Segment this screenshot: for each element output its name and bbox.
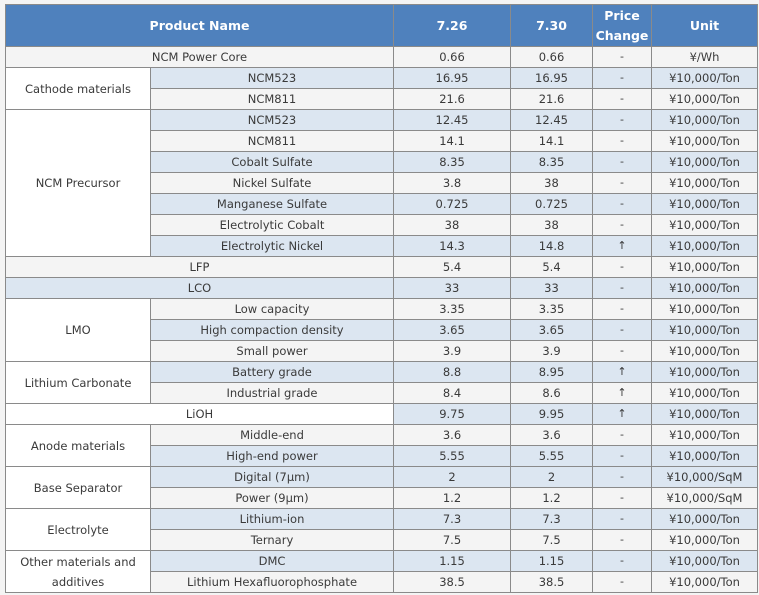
price-change-cell[interactable]: - bbox=[593, 572, 652, 593]
price-change-cell[interactable]: - bbox=[593, 152, 652, 173]
group-cell[interactable]: LMO bbox=[6, 299, 151, 362]
sub-product-cell[interactable]: High-end power bbox=[151, 446, 394, 467]
price-7-30-cell[interactable]: 9.95 bbox=[511, 404, 593, 425]
price-change-cell[interactable]: - bbox=[593, 509, 652, 530]
price-7-30-cell[interactable]: 3.6 bbox=[511, 425, 593, 446]
price-7-26-cell[interactable]: 3.35 bbox=[394, 299, 511, 320]
table-row bbox=[6, 425, 758, 446]
unit-cell[interactable]: ¥10,000/Ton bbox=[652, 509, 758, 530]
price-7-26-cell[interactable]: 3.8 bbox=[394, 173, 511, 194]
header-date-1[interactable]: 7.26 bbox=[394, 5, 511, 47]
price-change-cell[interactable]: - bbox=[593, 173, 652, 194]
price-change-cell[interactable]: - bbox=[593, 131, 652, 152]
unit-cell[interactable]: ¥10,000/Ton bbox=[652, 425, 758, 446]
unit-cell[interactable]: ¥10,000/Ton bbox=[652, 404, 758, 425]
table-row bbox=[6, 509, 758, 530]
table-row bbox=[6, 278, 758, 299]
unit-cell[interactable]: ¥10,000/Ton bbox=[652, 131, 758, 152]
price-7-30-cell[interactable]: 14.1 bbox=[511, 131, 593, 152]
unit-cell[interactable]: ¥10,000/Ton bbox=[652, 173, 758, 194]
sub-product-cell[interactable]: Low capacity bbox=[151, 299, 394, 320]
unit-cell[interactable]: ¥10,000/Ton bbox=[652, 194, 758, 215]
sub-product-cell[interactable]: NCM523 bbox=[151, 110, 394, 131]
table-row bbox=[6, 362, 758, 383]
price-7-26-cell[interactable]: 0.725 bbox=[394, 194, 511, 215]
price-change-cell[interactable]: ↑ bbox=[593, 362, 652, 383]
price-change-cell[interactable]: - bbox=[593, 320, 652, 341]
price-7-26-cell[interactable]: 33 bbox=[394, 278, 511, 299]
price-7-26-cell[interactable]: 0.66 bbox=[394, 47, 511, 68]
price-change-cell[interactable]: - bbox=[593, 215, 652, 236]
product-name-cell[interactable]: NCM Power Core bbox=[6, 47, 394, 68]
sub-product-cell[interactable]: NCM811 bbox=[151, 89, 394, 110]
price-7-30-cell[interactable]: 12.45 bbox=[511, 110, 593, 131]
table-row bbox=[6, 467, 758, 488]
price-7-30-cell[interactable]: 5.4 bbox=[511, 257, 593, 278]
sub-product-cell[interactable]: Middle-end bbox=[151, 425, 394, 446]
price-change-cell[interactable]: - bbox=[593, 425, 652, 446]
product-name-cell[interactable]: LiOH bbox=[6, 404, 394, 425]
price-7-26-cell[interactable]: 5.55 bbox=[394, 446, 511, 467]
table-row bbox=[6, 110, 758, 131]
price-change-cell[interactable]: - bbox=[593, 467, 652, 488]
unit-cell[interactable]: ¥10,000/Ton bbox=[652, 320, 758, 341]
sub-product-cell[interactable]: Small power bbox=[151, 341, 394, 362]
price-change-cell[interactable]: - bbox=[593, 488, 652, 509]
price-7-26-cell[interactable]: 38.5 bbox=[394, 572, 511, 593]
price-7-30-cell[interactable]: 14.8 bbox=[511, 236, 593, 257]
sub-product-cell[interactable]: NCM523 bbox=[151, 68, 394, 89]
sub-product-cell[interactable]: Industrial grade bbox=[151, 383, 394, 404]
price-7-30-cell[interactable]: 21.6 bbox=[511, 89, 593, 110]
price-7-30-cell[interactable]: 38.5 bbox=[511, 572, 593, 593]
table-row bbox=[6, 299, 758, 320]
price-table bbox=[5, 4, 758, 593]
price-7-26-cell[interactable]: 16.95 bbox=[394, 68, 511, 89]
product-name-cell[interactable]: LCO bbox=[6, 278, 394, 299]
sub-product-cell[interactable]: Battery grade bbox=[151, 362, 394, 383]
header-row bbox=[6, 5, 758, 47]
price-7-26-cell[interactable]: 8.8 bbox=[394, 362, 511, 383]
price-change-cell[interactable]: - bbox=[593, 530, 652, 551]
price-7-26-cell[interactable]: 8.4 bbox=[394, 383, 511, 404]
price-7-26-cell[interactable]: 12.45 bbox=[394, 110, 511, 131]
price-change-cell[interactable]: - bbox=[593, 47, 652, 68]
sub-product-cell[interactable]: Lithium-ion bbox=[151, 509, 394, 530]
price-7-30-cell[interactable]: 7.3 bbox=[511, 509, 593, 530]
sub-product-cell[interactable]: Electrolytic Nickel bbox=[151, 236, 394, 257]
unit-cell[interactable]: ¥10,000/Ton bbox=[652, 110, 758, 131]
price-7-30-cell[interactable]: 2 bbox=[511, 467, 593, 488]
price-7-30-cell[interactable]: 1.2 bbox=[511, 488, 593, 509]
price-7-26-cell[interactable]: 7.5 bbox=[394, 530, 511, 551]
price-7-30-cell[interactable]: 7.5 bbox=[511, 530, 593, 551]
price-7-30-cell[interactable]: 5.55 bbox=[511, 446, 593, 467]
price-7-26-cell[interactable]: 1.15 bbox=[394, 551, 511, 572]
price-change-cell[interactable]: - bbox=[593, 551, 652, 572]
unit-cell[interactable]: ¥10,000/SqM bbox=[652, 488, 758, 509]
price-7-30-cell[interactable]: 38 bbox=[511, 173, 593, 194]
unit-cell[interactable]: ¥10,000/Ton bbox=[652, 446, 758, 467]
unit-cell[interactable]: ¥10,000/Ton bbox=[652, 89, 758, 110]
price-7-26-cell[interactable]: 3.9 bbox=[394, 341, 511, 362]
price-7-30-cell[interactable]: 1.15 bbox=[511, 551, 593, 572]
header-unit[interactable]: Unit bbox=[652, 5, 758, 47]
group-cell[interactable]: Electrolyte bbox=[6, 509, 151, 551]
price-change-cell[interactable]: - bbox=[593, 68, 652, 89]
group-cell[interactable]: Anode materials bbox=[6, 425, 151, 467]
group-cell[interactable]: Base Separator bbox=[6, 467, 151, 509]
price-7-26-cell[interactable]: 8.35 bbox=[394, 152, 511, 173]
price-7-26-cell[interactable]: 14.3 bbox=[394, 236, 511, 257]
unit-cell[interactable]: ¥/Wh bbox=[652, 47, 758, 68]
price-7-26-cell[interactable]: 14.1 bbox=[394, 131, 511, 152]
price-7-30-cell[interactable]: 0.725 bbox=[511, 194, 593, 215]
price-7-30-cell[interactable]: 8.35 bbox=[511, 152, 593, 173]
sub-product-cell[interactable]: Nickel Sulfate bbox=[151, 173, 394, 194]
price-7-30-cell[interactable]: 8.6 bbox=[511, 383, 593, 404]
sub-product-cell[interactable]: Cobalt Sulfate bbox=[151, 152, 394, 173]
unit-cell[interactable]: ¥10,000/Ton bbox=[652, 299, 758, 320]
price-7-30-cell[interactable]: 38 bbox=[511, 215, 593, 236]
unit-cell[interactable]: ¥10,000/SqM bbox=[652, 467, 758, 488]
sub-product-cell[interactable]: Electrolytic Cobalt bbox=[151, 215, 394, 236]
price-change-cell[interactable]: - bbox=[593, 110, 652, 131]
price-7-26-cell[interactable]: 3.6 bbox=[394, 425, 511, 446]
price-7-30-cell[interactable]: 3.9 bbox=[511, 341, 593, 362]
sub-product-cell[interactable]: NCM811 bbox=[151, 131, 394, 152]
price-7-26-cell[interactable]: 9.75 bbox=[394, 404, 511, 425]
price-change-cell[interactable]: - bbox=[593, 89, 652, 110]
price-change-cell[interactable]: - bbox=[593, 341, 652, 362]
table-row bbox=[6, 551, 758, 572]
price-change-cell[interactable]: ↑ bbox=[593, 404, 652, 425]
price-change-cell[interactable]: ↑ bbox=[593, 236, 652, 257]
table-row bbox=[6, 257, 758, 278]
price-change-cell[interactable]: ↑ bbox=[593, 383, 652, 404]
group-cell[interactable]: Lithium Carbonate bbox=[6, 362, 151, 404]
price-7-30-cell[interactable]: 3.35 bbox=[511, 299, 593, 320]
header-price-change[interactable]: Price Change bbox=[593, 5, 652, 47]
price-change-cell[interactable]: - bbox=[593, 446, 652, 467]
sub-product-cell[interactable]: Ternary bbox=[151, 530, 394, 551]
sub-product-cell[interactable]: Lithium Hexafluorophosphate bbox=[151, 572, 394, 593]
price-7-26-cell[interactable]: 38 bbox=[394, 215, 511, 236]
price-7-26-cell[interactable]: 2 bbox=[394, 467, 511, 488]
price-change-cell[interactable]: - bbox=[593, 194, 652, 215]
price-7-26-cell[interactable]: 3.65 bbox=[394, 320, 511, 341]
unit-cell[interactable]: ¥10,000/Ton bbox=[652, 341, 758, 362]
sub-product-cell[interactable]: Manganese Sulfate bbox=[151, 194, 394, 215]
unit-cell[interactable]: ¥10,000/Ton bbox=[652, 362, 758, 383]
table-row bbox=[6, 68, 758, 89]
table-row bbox=[6, 404, 758, 425]
price-7-30-cell[interactable]: 0.66 bbox=[511, 47, 593, 68]
unit-cell[interactable]: ¥10,000/Ton bbox=[652, 530, 758, 551]
price-change-cell[interactable]: - bbox=[593, 257, 652, 278]
sub-product-cell[interactable]: Digital (7μm) bbox=[151, 467, 394, 488]
price-7-26-cell[interactable]: 1.2 bbox=[394, 488, 511, 509]
price-7-26-cell[interactable]: 7.3 bbox=[394, 509, 511, 530]
unit-cell[interactable]: ¥10,000/Ton bbox=[652, 572, 758, 593]
unit-cell[interactable]: ¥10,000/Ton bbox=[652, 551, 758, 572]
unit-cell[interactable]: ¥10,000/Ton bbox=[652, 215, 758, 236]
unit-cell[interactable]: ¥10,000/Ton bbox=[652, 383, 758, 404]
price-7-26-cell[interactable]: 5.4 bbox=[394, 257, 511, 278]
price-7-30-cell[interactable]: 3.65 bbox=[511, 320, 593, 341]
header-product-name[interactable]: Product Name bbox=[6, 5, 394, 47]
price-7-30-cell[interactable]: 16.95 bbox=[511, 68, 593, 89]
price-7-26-cell[interactable]: 21.6 bbox=[394, 89, 511, 110]
sub-product-cell[interactable]: High compaction density bbox=[151, 320, 394, 341]
header-date-2[interactable]: 7.30 bbox=[511, 5, 593, 47]
sub-product-cell[interactable]: Power (9μm) bbox=[151, 488, 394, 509]
price-change-cell[interactable]: - bbox=[593, 278, 652, 299]
price-7-30-cell[interactable]: 33 bbox=[511, 278, 593, 299]
price-7-30-cell[interactable]: 8.95 bbox=[511, 362, 593, 383]
unit-cell[interactable]: ¥10,000/Ton bbox=[652, 257, 758, 278]
unit-cell[interactable]: ¥10,000/Ton bbox=[652, 68, 758, 89]
group-cell[interactable]: Other materials and additives bbox=[6, 551, 151, 593]
unit-cell[interactable]: ¥10,000/Ton bbox=[652, 236, 758, 257]
unit-cell[interactable]: ¥10,000/Ton bbox=[652, 152, 758, 173]
group-cell[interactable]: NCM Precursor bbox=[6, 110, 151, 257]
price-change-cell[interactable]: - bbox=[593, 299, 652, 320]
sub-product-cell[interactable]: DMC bbox=[151, 551, 394, 572]
unit-cell[interactable]: ¥10,000/Ton bbox=[652, 278, 758, 299]
table-row bbox=[6, 47, 758, 68]
group-cell[interactable]: Cathode materials bbox=[6, 68, 151, 110]
product-name-cell[interactable]: LFP bbox=[6, 257, 394, 278]
